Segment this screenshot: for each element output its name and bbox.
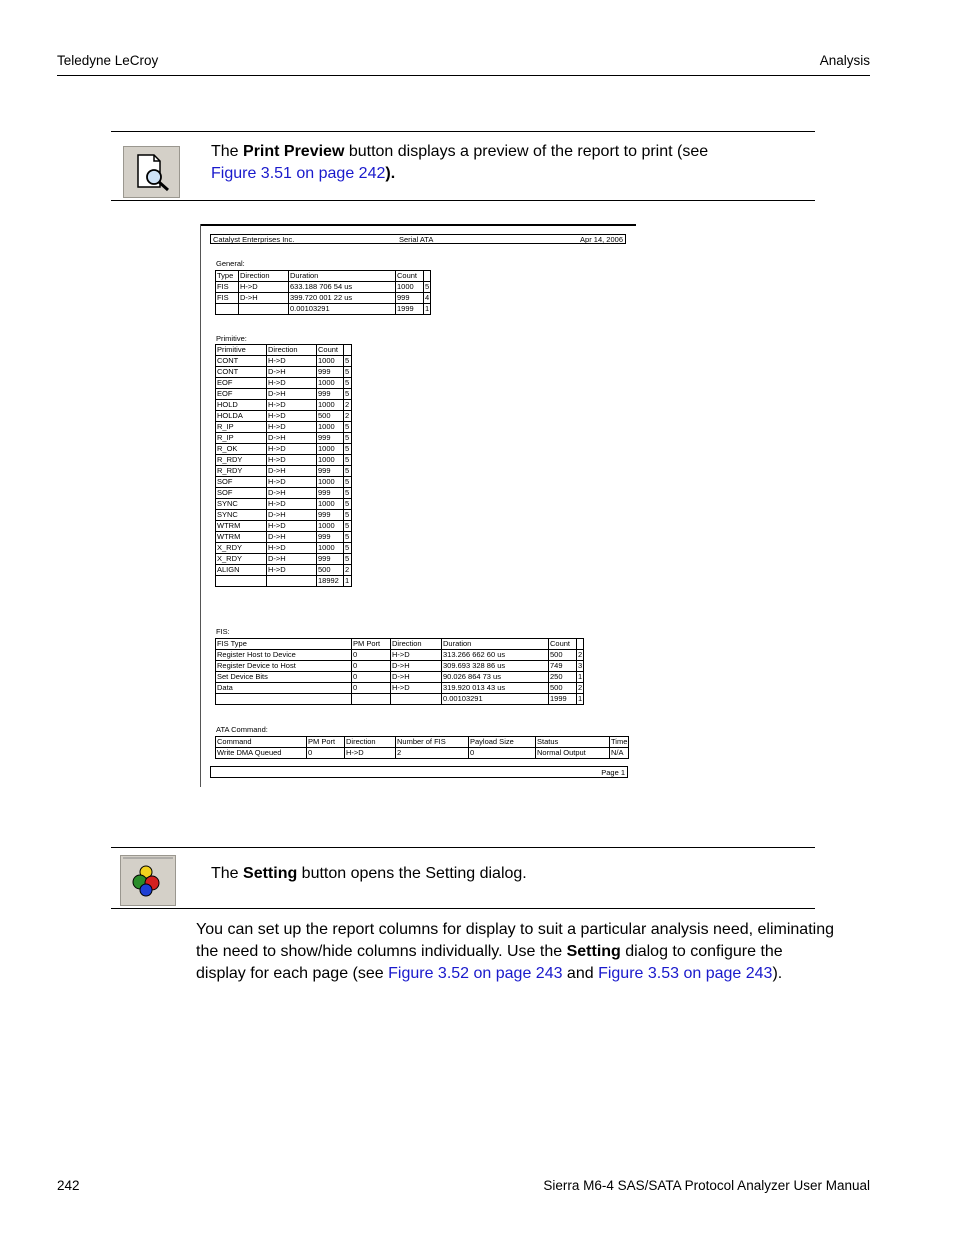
table-cell: D->H <box>267 554 317 565</box>
table-row <box>216 543 352 554</box>
table-row <box>216 444 352 455</box>
table-cell: SYNC <box>216 510 267 521</box>
figure-link[interactable]: Figure 3.53 on page 243 <box>598 965 773 982</box>
desc-text: The <box>211 865 244 882</box>
table-cell: 1 <box>578 694 583 703</box>
preview-left-border <box>200 224 201 787</box>
setting-icon <box>121 856 175 905</box>
table-cell <box>216 304 239 315</box>
table-row <box>216 433 352 444</box>
report-footer <box>210 766 628 778</box>
table-header-row <box>216 345 352 356</box>
table-cell: HOLDA <box>216 411 267 422</box>
table-cell: HOLD <box>216 400 267 411</box>
table-cell: 5 <box>344 466 352 477</box>
table-cell: WTRM <box>216 521 267 532</box>
table-cell: 0 <box>352 661 391 672</box>
table-row <box>216 532 352 543</box>
table-cell: 5 <box>344 477 352 488</box>
table-row <box>216 488 352 499</box>
desc-text: button displays a preview of the report to print (see <box>344 143 709 160</box>
table-cell: 2 <box>344 400 352 411</box>
table-cell: 0.00103291 <box>289 304 396 315</box>
table-cell: EOF <box>216 389 267 400</box>
table-cell: 633.188 706 54 us <box>289 282 396 293</box>
table-cell: 0 <box>352 650 391 661</box>
table-cell: N/A <box>610 748 629 759</box>
table-row <box>216 455 352 466</box>
table-header-row <box>216 271 431 282</box>
table-cell: H->D <box>267 499 317 510</box>
table-cell: H->D <box>267 378 317 389</box>
table-cell: Duration <box>289 271 396 282</box>
table-cell: 500 <box>317 565 344 576</box>
print-preview-description <box>211 141 791 185</box>
table-cell: Type <box>216 271 239 282</box>
table-cell: H->D <box>267 565 317 576</box>
preview-top-border <box>200 224 636 226</box>
header-divider <box>57 75 870 76</box>
table-cell: H->D <box>267 411 317 422</box>
table-row <box>216 521 352 532</box>
table-cell: 1000 <box>317 499 344 510</box>
table-cell: 1000 <box>317 477 344 488</box>
table-cell: WTRM <box>216 532 267 543</box>
table-cell: 5 <box>344 554 352 565</box>
table-cell: Status <box>536 737 610 748</box>
table-cell: 1000 <box>317 543 344 554</box>
table-cell: 5 <box>344 510 352 521</box>
table-cell: 5 <box>344 455 352 466</box>
body-bold: Setting <box>566 943 621 960</box>
desc-text: ). <box>385 165 396 182</box>
table-cell: 319.920 013 43 us <box>442 683 549 694</box>
table-cell: R_RDY <box>216 466 267 477</box>
table-cell: 5 <box>344 367 352 378</box>
table-cell: Direction <box>391 639 442 650</box>
table-cell: 0.00103291 <box>442 694 549 705</box>
table-row <box>216 661 584 672</box>
table-cell: 999 <box>317 367 344 378</box>
table-header-row <box>216 737 629 748</box>
table-cell: D->H <box>267 488 317 499</box>
table-cell: H->D <box>267 477 317 488</box>
table-cell: 0 <box>307 748 345 759</box>
table-cell: 999 <box>317 554 344 565</box>
manual-title: Sierra M6-4 SAS/SATA Protocol Analyzer User Manual <box>543 1178 870 1193</box>
table-cell: 1000 <box>396 282 424 293</box>
table-cell: D->H <box>267 510 317 521</box>
table-cell: 0 <box>352 672 391 683</box>
primitive-table <box>215 344 352 587</box>
table-cell: CONT <box>216 367 267 378</box>
table-cell: 1000 <box>317 356 344 367</box>
general-table <box>215 270 431 315</box>
table-cell: 5 <box>344 356 352 367</box>
table-cell: Count <box>549 639 577 650</box>
table-row <box>216 477 352 488</box>
table-cell <box>344 345 352 356</box>
fis-label: FIS: <box>216 627 230 636</box>
table-cell: SOF <box>216 477 267 488</box>
table-cell: 1000 <box>317 400 344 411</box>
header-section: Analysis <box>819 53 870 68</box>
table-cell: Direction <box>345 737 396 748</box>
table-row <box>216 650 584 661</box>
table-cell: X_RDY <box>216 543 267 554</box>
table-cell: R_OK <box>216 444 267 455</box>
table-row <box>216 293 431 304</box>
table-cell: 309.693 328 86 us <box>442 661 549 672</box>
table-row <box>216 304 431 315</box>
fis-table <box>215 638 584 705</box>
table-cell: D->H <box>267 367 317 378</box>
table-cell: 999 <box>317 532 344 543</box>
table-cell: SYNC <box>216 499 267 510</box>
table-cell: Count <box>396 271 424 282</box>
table-row <box>216 282 431 293</box>
table-cell: 313.266 662 60 us <box>442 650 549 661</box>
table-cell: 2 <box>578 683 583 692</box>
table-cell: 5 <box>344 378 352 389</box>
table-cell: 5 <box>344 543 352 554</box>
table-cell: R_IP <box>216 422 267 433</box>
table-cell: Number of FIS <box>396 737 469 748</box>
table-row <box>216 694 584 705</box>
table-cell: D->H <box>267 389 317 400</box>
table-cell: H->D <box>345 748 396 759</box>
table-row <box>216 367 352 378</box>
figure-link[interactable]: Figure 3.52 on page 243 <box>388 965 563 982</box>
table-cell: 500 <box>549 683 577 694</box>
desc-bold: Print Preview <box>243 143 345 160</box>
table-row <box>216 554 352 565</box>
body-text: You can set up the report columns for display to suit a particular analysis need, eliminating the need to show/hide columns individually. Use the <box>196 921 834 960</box>
table-cell: 5 <box>344 389 352 400</box>
table-cell: 5 <box>344 521 352 532</box>
body-text: dialog to configure the display for each page (see <box>196 943 783 982</box>
table-cell: 0 <box>469 748 536 759</box>
table-cell: 1999 <box>549 694 577 705</box>
table-cell: X_RDY <box>216 554 267 565</box>
table-cell: 999 <box>317 488 344 499</box>
table-cell: 5 <box>344 488 352 499</box>
desc-text: The <box>211 143 244 160</box>
table-cell: PM Port <box>352 639 391 650</box>
table-cell: H->D <box>239 282 289 293</box>
table-cell: 1000 <box>317 444 344 455</box>
table-cell: D->H <box>267 532 317 543</box>
print-preview-icon <box>124 147 179 197</box>
table-cell: 500 <box>317 411 344 422</box>
table-cell: 1 <box>578 672 583 681</box>
table-cell: 999 <box>317 510 344 521</box>
table-cell: Register Host to Device <box>216 650 352 661</box>
table-cell: Register Device to Host <box>216 661 352 672</box>
page-number: 242 <box>57 1178 80 1193</box>
table-row <box>216 411 352 422</box>
table-cell <box>352 694 391 705</box>
report-page-number: Page 1 <box>601 768 625 777</box>
table-cell: Payload Size <box>469 737 536 748</box>
header-company: Teledyne LeCroy <box>57 53 159 68</box>
table-cell: Write DMA Queued <box>216 748 307 759</box>
table-cell: 2 <box>396 748 469 759</box>
primitive-label: Primitive: <box>216 334 247 343</box>
table-row <box>216 672 584 683</box>
table-cell: 1000 <box>317 422 344 433</box>
table-cell: FIS Type <box>216 639 352 650</box>
table-cell: Duration <box>442 639 549 650</box>
table-cell <box>577 639 584 650</box>
table-cell: PM Port <box>307 737 345 748</box>
table-cell: D->H <box>267 466 317 477</box>
table-cell: Count <box>317 345 344 356</box>
table-cell: 1000 <box>317 378 344 389</box>
report-protocol: Serial ATA <box>399 235 434 244</box>
report-date: Apr 14, 2006 <box>580 235 623 244</box>
table-cell: D->H <box>391 661 442 672</box>
table-cell: FIS <box>216 282 239 293</box>
desc-text: button opens the Setting dialog. <box>297 865 527 882</box>
table-cell: Primitive <box>216 345 267 356</box>
table-cell <box>424 271 431 282</box>
table-rule <box>111 908 815 909</box>
table-row <box>216 389 352 400</box>
table-cell: 0 <box>352 683 391 694</box>
table-rule <box>111 847 815 848</box>
table-rule <box>111 131 815 132</box>
table-cell: 250 <box>549 672 577 683</box>
table-cell: 5 <box>344 444 352 455</box>
table-cell: SOF <box>216 488 267 499</box>
ata-command-label: ATA Command: <box>216 725 268 734</box>
table-row <box>216 356 352 367</box>
table-cell: H->D <box>391 650 442 661</box>
table-cell <box>216 694 352 705</box>
table-cell: H->D <box>267 400 317 411</box>
print-preview-button-image <box>123 146 180 198</box>
table-row <box>216 748 629 759</box>
body-text: ). <box>772 965 783 982</box>
table-cell <box>239 304 289 315</box>
table-row <box>216 466 352 477</box>
table-cell: EOF <box>216 378 267 389</box>
table-cell: D->H <box>267 433 317 444</box>
table-cell: 5 <box>425 282 430 291</box>
table-cell: 749 <box>549 661 577 672</box>
table-cell <box>391 694 442 705</box>
table-cell: 1999 <box>396 304 424 315</box>
table-row <box>216 565 352 576</box>
table-cell: 2 <box>344 411 352 422</box>
table-cell: Set Device Bits <box>216 672 352 683</box>
table-cell: 4 <box>425 293 430 302</box>
table-cell: H->D <box>267 521 317 532</box>
ata-command-table <box>215 736 629 759</box>
table-cell: H->D <box>267 543 317 554</box>
table-cell: D->H <box>239 293 289 304</box>
table-cell: 2 <box>344 565 352 576</box>
setting-button-image <box>120 855 176 906</box>
table-cell: 399.720 001 22 us <box>289 293 396 304</box>
table-cell: H->D <box>267 444 317 455</box>
table-cell <box>216 576 267 587</box>
report-header <box>210 234 626 244</box>
table-cell: ALIGN <box>216 565 267 576</box>
table-cell: 5 <box>344 499 352 510</box>
table-row <box>216 400 352 411</box>
table-cell: R_RDY <box>216 455 267 466</box>
setting-description <box>211 863 791 885</box>
table-cell: 999 <box>396 293 424 304</box>
table-cell: D->H <box>391 672 442 683</box>
table-row <box>216 510 352 521</box>
table-cell <box>267 576 317 587</box>
table-cell: 1 <box>425 304 430 313</box>
table-cell: 999 <box>317 466 344 477</box>
table-cell: Normal Output <box>536 748 610 759</box>
body-paragraph <box>196 919 836 985</box>
table-cell: 1 <box>344 576 352 587</box>
table-cell: 90.026 864 73 us <box>442 672 549 683</box>
table-cell: 5 <box>344 532 352 543</box>
table-cell: CONT <box>216 356 267 367</box>
print-preview-figure <box>200 224 636 787</box>
table-cell: H->D <box>267 455 317 466</box>
body-text: and <box>562 965 599 982</box>
general-label: General: <box>216 259 245 268</box>
table-cell: H->D <box>267 422 317 433</box>
table-cell: 5 <box>344 422 352 433</box>
table-cell: 1000 <box>317 455 344 466</box>
table-header-row <box>216 639 584 650</box>
table-row <box>216 683 584 694</box>
table-cell: H->D <box>267 356 317 367</box>
table-cell: FIS <box>216 293 239 304</box>
table-cell: Direction <box>239 271 289 282</box>
table-cell: 5 <box>344 433 352 444</box>
table-rule <box>111 200 815 201</box>
table-cell: Direction <box>267 345 317 356</box>
desc-bold: Setting <box>243 865 298 882</box>
table-cell: 18992 <box>317 576 344 587</box>
table-cell: 999 <box>317 389 344 400</box>
table-cell: 2 <box>578 650 583 659</box>
table-cell: 1000 <box>317 521 344 532</box>
table-row <box>216 576 352 587</box>
table-cell: Data <box>216 683 352 694</box>
table-cell: Time <box>611 737 628 746</box>
table-row <box>216 378 352 389</box>
table-row <box>216 499 352 510</box>
table-cell: 500 <box>549 650 577 661</box>
table-row <box>216 422 352 433</box>
table-cell: Command <box>216 737 307 748</box>
figure-link[interactable]: Figure 3.51 on page 242 <box>211 165 386 182</box>
table-cell: 999 <box>317 433 344 444</box>
table-cell: H->D <box>391 683 442 694</box>
report-company: Catalyst Enterprises Inc. <box>213 235 295 244</box>
table-cell: 3 <box>578 661 583 670</box>
table-cell: R_IP <box>216 433 267 444</box>
